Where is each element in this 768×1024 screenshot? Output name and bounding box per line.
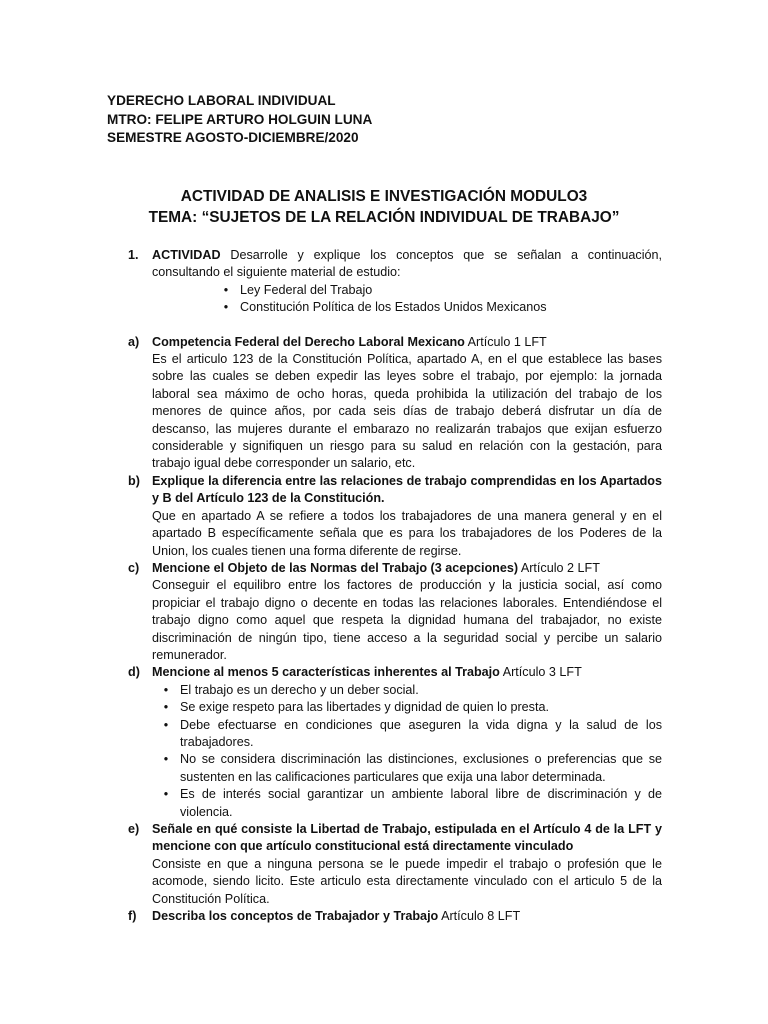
bullet-icon: •: [223, 300, 229, 315]
activity-text: [152, 247, 662, 282]
bullet-icon: •: [163, 752, 169, 767]
teacher-name: MTRO: FELIPE ARTURO HOLGUIN LUNA: [107, 111, 373, 127]
list-item: • Se exige respeto para las libertades y dignidad de quien lo presta.: [152, 699, 662, 716]
bullet-icon: •: [163, 682, 169, 697]
document-title: [0, 187, 768, 228]
section-letter: b): [128, 473, 140, 488]
list-item: • Constitución Política de los Estados Unidos Mexicanos: [212, 299, 662, 316]
list-item: • Ley Federal del Trabajo: [212, 282, 662, 299]
section-letter: c): [128, 560, 140, 575]
semester-label: SEMESTRE AGOSTO-DICIEMBRE/2020: [107, 130, 359, 146]
list-item: • El trabajo es un derecho y un deber social.: [152, 682, 662, 699]
section-answer: Conseguir el equilibro entre los factores de producción y la justicia social, así como propiciar el trabajo digno o decente en todas las relaciones laborales. Entendiéndose el trabajo digno como aquel que respeta la dignidad humana del trabajador, no existe discriminación de ningún tipo, tiene acceso a la seguridad social y percibe un salario remunerador.: [152, 578, 662, 662]
bullet-icon: •: [223, 282, 229, 297]
section-b: [128, 473, 662, 560]
section-question: Competencia Federal del Derecho Laboral Mexicano Artículo 1 LFT: [152, 334, 547, 349]
list-item: • No se considera discriminación las distinciones, exclusiones o preferencias que se sustenten en las calificaciones particulares que exija una labor determinada.: [152, 751, 662, 786]
bullet-icon: •: [163, 700, 169, 715]
section-letter: a): [128, 334, 140, 349]
bullet-icon: •: [163, 787, 169, 802]
activity-title: ACTIVIDAD DE ANALISIS E INVESTIGACIÓN MODULO3: [180, 188, 588, 205]
section-a: [128, 334, 662, 473]
section-question: Describa los conceptos de Trabajador y Trabajo Artículo 8 LFT: [152, 909, 521, 924]
bullet-icon: •: [163, 717, 169, 732]
list-item: • Debe efectuarse en condiciones que aseguren la vida digna y la salud de los trabajadores.: [152, 717, 662, 752]
list-item: • Es de interés social garantizar un ambiente laboral libre de discriminación y de violencia.: [152, 786, 662, 821]
section-question: Mencione al menos 5 características inherentes al Trabajo Artículo 3 LFT: [152, 665, 582, 680]
activity-instructions: Desarrolle y explique los conceptos que se señalan a continuación, consultando el siguiente material de estudio:: [152, 248, 662, 280]
topic-title: TEMA: “SUJETOS DE LA RELACIÓN INDIVIDUAL DE TRABAJO”: [148, 208, 620, 226]
activity-item: [128, 247, 662, 282]
section-answer: Consiste en que a ninguna persona se le puede impedir el trabajo o profesión que le acomode, siendo licito. Este articulo esta directamente vinculado con el articulo 5 de la Constitución Política.: [152, 856, 662, 906]
document-body: [128, 247, 662, 925]
section-question: Explique la diferencia entre las relaciones de trabajo comprendidas en los Apartados y B del Artículo 123 de la Constitución.: [152, 473, 662, 506]
section-letter: e): [128, 822, 140, 836]
section-e: [128, 821, 662, 908]
section-letter: f): [128, 909, 137, 924]
study-material-list: [212, 282, 662, 317]
section-f: [128, 908, 662, 925]
course-title: YDERECHO LABORAL INDIVIDUAL: [107, 93, 336, 108]
section-letter: d): [128, 665, 140, 680]
document-header: [107, 92, 372, 148]
section-answer: Que en apartado A se refiere a todos los trabajadores de una manera general y en el apartado B específicamente señala que es para los trabajadores de los Poderes de la Union, los cuales tienen una forma diferente de regirse.: [152, 508, 662, 558]
section-answer: Es el articulo 123 de la Constitución Política, apartado A, en el que establece las bases sobre las cuales se deben expedir las leyes sobre el trabajo, por ejemplo: la jornada laboral sea máximo de ocho horas, queda prohibida la utilización del trabajo de los menores de quince años, por cada seis días de trabajo deberá disfrutar un día de descanso, las mujeres durante el embarazo no realizarán trabajos que exijan esfuerzo considerable y signifiquen un riesgo para su salud en relación con la gestación, para trabajo igual debe corresponder un salario, etc.: [152, 352, 662, 471]
section-c: [128, 560, 662, 664]
activity-label: ACTIVIDAD: [152, 248, 221, 262]
section-question: Señale en qué consiste la Libertad de Trabajo, estipulada en el Artículo 4 de la LFT y mencione con que artículo constitucional está directamente vinculado: [152, 822, 662, 854]
section-d: [128, 664, 662, 821]
activity-number: 1.: [128, 248, 139, 262]
section-question: Mencione el Objeto de las Normas del Trabajo (3 acepciones) Artículo 2 LFT: [152, 560, 600, 575]
characteristics-list: [152, 682, 662, 821]
